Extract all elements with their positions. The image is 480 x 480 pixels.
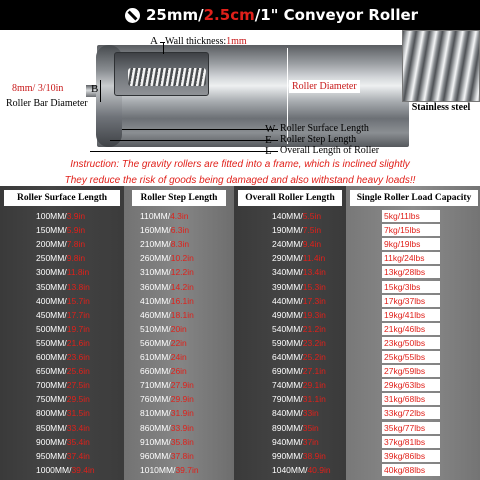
mm-value: 440MM/ — [272, 295, 303, 306]
step-row — [140, 378, 194, 392]
inch-value: 31.5in — [66, 408, 90, 419]
mm-value: 590MM/ — [272, 337, 303, 348]
load-capacity-row: 5kg/11lbs — [382, 210, 440, 222]
mm-value: 860MM/ — [140, 422, 171, 433]
inch-value: 23.6in — [66, 352, 90, 362]
mm-value: 810MM/ — [140, 408, 171, 419]
mm-value: 450MM/ — [36, 309, 67, 320]
mm-value: 400MM/ — [36, 295, 67, 306]
surface-row — [36, 209, 85, 223]
surface-row — [36, 463, 95, 477]
load-capacity-row: 13kg/28lbs — [382, 266, 440, 278]
step-row — [140, 322, 187, 336]
mm-value: 760MM/ — [140, 394, 171, 405]
mm-value: 160MM/ — [140, 225, 171, 236]
instruction-line-1: Instruction: The gravity rollers are fitted into a frame, which is inclined slightly — [70, 159, 410, 170]
mm-value: 750MM/ — [36, 394, 67, 405]
inch-value: 15.3in — [302, 281, 326, 292]
page-title: 25mm/2.5cm/1" Conveyor Roller — [146, 6, 419, 24]
mm-value: 990MM/ — [272, 450, 303, 461]
stainless-steel-photo — [402, 30, 480, 102]
step-length-header: Roller Step Length — [132, 190, 226, 206]
mm-value: 100MM/ — [36, 211, 67, 221]
surface-length-header: Roller Surface Length — [4, 190, 120, 206]
mm-value: 710MM/ — [140, 380, 171, 391]
overall-row — [272, 322, 326, 336]
dimension-mark-w: W — [265, 123, 276, 135]
mm-value: 790MM/ — [272, 394, 303, 405]
mm-value: 110MM/ — [140, 211, 171, 221]
step-length-column — [124, 186, 234, 480]
load-capacity-row: 37kg/81lbs — [382, 436, 440, 448]
overall-row — [272, 251, 325, 265]
inch-value: 27.5in — [66, 380, 90, 391]
inch-value: 39.7in — [175, 464, 199, 475]
mm-value: 890MM/ — [272, 422, 303, 433]
step-row — [140, 265, 194, 279]
load-capacity-row: 17kg/37lbs — [382, 295, 440, 307]
inch-value: 25.6in — [66, 366, 90, 377]
overall-length-column — [234, 186, 346, 480]
inch-value: 3.9in — [66, 211, 86, 221]
mm-value: 600MM/ — [36, 352, 67, 362]
mm-value: 460MM/ — [140, 309, 171, 320]
surface-row — [36, 265, 89, 279]
step-row — [140, 237, 189, 251]
title-banner — [0, 0, 480, 30]
inch-value: 33in — [302, 408, 319, 419]
inch-value: 29.5in — [66, 394, 90, 405]
inch-value: 5.5in — [302, 211, 322, 221]
inch-value: 29.9in — [170, 394, 194, 405]
inch-value: 17.7in — [66, 309, 90, 320]
surface-length-column — [0, 186, 124, 480]
step-row — [140, 392, 194, 406]
inch-value: 35in — [302, 422, 319, 433]
inch-value: 6.3in — [170, 225, 190, 236]
surface-row — [36, 237, 85, 251]
inch-value: 21.6in — [66, 337, 90, 348]
mm-value: 700MM/ — [36, 380, 67, 391]
mm-value: 840MM/ — [272, 408, 303, 419]
surface-row — [36, 294, 90, 308]
mm-value: 640MM/ — [272, 352, 303, 362]
size-table — [0, 186, 480, 480]
load-capacity-row: 27kg/59lbs — [382, 365, 440, 377]
mm-value: 660MM/ — [140, 366, 171, 377]
wall-thickness-label: Wall thickness:1mm — [165, 36, 247, 47]
mm-value: 510MM/ — [140, 323, 171, 334]
mm-value: 260MM/ — [140, 253, 171, 264]
overall-length-label: Overall Length of Roller — [280, 145, 380, 156]
load-capacity-row: 39kg/86lbs — [382, 450, 440, 462]
inch-value: 7.5in — [302, 225, 322, 236]
step-row — [140, 280, 194, 294]
overall-row — [272, 378, 326, 392]
overall-length-line — [90, 151, 278, 152]
mm-value: 560MM/ — [140, 337, 171, 348]
inch-value: 10.2in — [170, 253, 194, 264]
surface-row — [36, 449, 90, 463]
inch-value: 13.8in — [66, 281, 90, 292]
surface-length-label: Roller Surface Length — [280, 123, 369, 134]
mm-value: 1000MM/ — [36, 464, 72, 475]
surface-row — [36, 421, 90, 435]
step-length-label: Roller Step Length — [280, 134, 357, 145]
mm-value: 690MM/ — [272, 366, 303, 377]
mm-value: 900MM/ — [36, 436, 67, 447]
mm-value: 960MM/ — [140, 450, 171, 461]
mm-value: 300MM/ — [36, 267, 67, 278]
inch-value: 27.1in — [302, 366, 326, 377]
mm-value: 490MM/ — [272, 309, 303, 320]
inch-value: 7.8in — [66, 239, 86, 250]
overall-row — [272, 223, 321, 237]
surface-row — [36, 308, 90, 322]
bar-dimension-line — [100, 80, 101, 102]
dimension-mark-a: A — [150, 35, 158, 47]
dimension-mark-e: E — [265, 134, 272, 146]
step-row — [140, 308, 194, 322]
inch-value: 20in — [170, 323, 187, 334]
inch-value: 13.4in — [302, 267, 326, 278]
inch-value: 33.9in — [170, 422, 194, 433]
load-capacity-header: Single Roller Load Capacity — [350, 190, 478, 206]
overall-row — [272, 392, 326, 406]
overall-row — [272, 280, 326, 294]
surface-row — [36, 406, 90, 420]
mm-value: 340MM/ — [272, 267, 303, 278]
inch-value: 9.8in — [66, 253, 86, 264]
mm-value: 910MM/ — [140, 436, 171, 447]
mm-value: 1010MM/ — [140, 464, 176, 475]
load-capacity-row: 9kg/19lbs — [382, 238, 440, 250]
mm-value: 610MM/ — [140, 352, 171, 362]
mm-value: 360MM/ — [140, 281, 171, 292]
roller-spring — [128, 68, 206, 86]
inch-value: 31.9in — [170, 408, 194, 419]
surface-row — [36, 280, 90, 294]
overall-length-header: Overall Roller Length — [238, 190, 342, 206]
inch-value: 9.4in — [302, 239, 322, 250]
inch-value: 35.4in — [66, 436, 90, 447]
inch-value: 24in — [170, 352, 187, 362]
roller-diagram — [0, 30, 480, 157]
mm-value: 150MM/ — [36, 225, 67, 236]
mm-value: 190MM/ — [272, 225, 303, 236]
step-row — [140, 294, 194, 308]
step-row — [140, 421, 194, 435]
load-capacity-row: 35kg/77lbs — [382, 422, 440, 434]
mm-value: 410MM/ — [140, 295, 171, 306]
step-row — [140, 223, 189, 237]
mm-value: 800MM/ — [36, 408, 67, 419]
surface-row — [36, 322, 90, 336]
mm-value: 210MM/ — [140, 239, 171, 250]
inch-value: 11.8in — [66, 267, 90, 278]
mm-value: 200MM/ — [36, 239, 67, 250]
stainless-steel-label: Stainless steel — [411, 102, 471, 113]
overall-row — [272, 463, 331, 477]
inch-value: 19.7in — [66, 323, 90, 334]
inch-value: 23.2in — [302, 337, 326, 348]
inch-value: 12.2in — [170, 267, 194, 278]
surface-row — [36, 392, 90, 406]
step-row — [140, 336, 187, 350]
inch-value: 33.4in — [66, 422, 90, 433]
surface-length-line — [122, 129, 278, 130]
overall-row — [272, 406, 319, 420]
mm-value: 650MM/ — [36, 366, 67, 377]
inch-value: 4.3in — [170, 211, 189, 221]
inch-value: 31.1in — [302, 394, 326, 405]
overall-row — [272, 421, 319, 435]
surface-row — [36, 435, 90, 449]
inch-value: 19.3in — [302, 309, 326, 320]
mm-value: 240MM/ — [272, 239, 303, 250]
inch-value: 16.1in — [170, 295, 194, 306]
overall-row — [272, 435, 319, 449]
step-row — [140, 350, 187, 364]
surface-row — [36, 378, 90, 392]
surface-row — [36, 251, 85, 265]
overall-row — [272, 265, 326, 279]
inch-value: 26in — [170, 366, 187, 377]
step-row — [140, 364, 187, 378]
overall-row — [272, 336, 326, 350]
mm-value: 500MM/ — [36, 323, 67, 334]
load-capacity-row: 11kg/24lbs — [382, 252, 440, 264]
mm-value: 740MM/ — [272, 380, 303, 391]
inch-value: 27.9in — [170, 380, 194, 391]
inch-value: 22in — [170, 337, 187, 348]
load-capacity-row: 15kg/3lbs — [382, 281, 440, 293]
surface-row — [36, 350, 90, 364]
wall-tick-line — [163, 42, 164, 54]
step-row — [140, 406, 194, 420]
inch-value: 40.9in — [307, 464, 331, 475]
inch-value: 17.3in — [302, 295, 326, 306]
mm-value: 350MM/ — [36, 281, 67, 292]
inch-value: 38.9in — [302, 450, 326, 461]
step-row — [140, 435, 194, 449]
load-capacity-row: 21kg/46lbs — [382, 323, 440, 335]
overall-row — [272, 350, 326, 364]
inch-value: 37.8in — [170, 450, 194, 461]
mm-value: 1040MM/ — [272, 464, 308, 475]
inch-value: 14.2in — [170, 281, 194, 292]
inch-value: 21.2in — [302, 323, 326, 334]
inch-value: 29.1in — [302, 380, 326, 391]
mm-value: 390MM/ — [272, 281, 303, 292]
inch-value: 37.4in — [66, 450, 90, 461]
bar-size-value: 8mm/ 3/10in — [12, 83, 64, 94]
inch-value: 11.4in — [302, 253, 326, 264]
roller-diameter-label: Roller Diameter — [289, 80, 360, 93]
surface-row — [36, 364, 90, 378]
inch-value: 8.3in — [170, 239, 190, 250]
inch-value: 35.8in — [170, 436, 194, 447]
step-row — [140, 209, 189, 223]
load-capacity-row: 33kg/72lbs — [382, 407, 440, 419]
inch-value: 15.7in — [66, 295, 90, 306]
step-row — [140, 463, 199, 477]
step-row — [140, 251, 194, 265]
overall-row — [272, 237, 321, 251]
mm-value: 140MM/ — [272, 211, 303, 221]
load-capacity-row: 25kg/55lbs — [382, 351, 440, 363]
mm-value: 250MM/ — [36, 253, 67, 264]
surface-row — [36, 223, 85, 237]
overall-row — [272, 308, 326, 322]
load-capacity-row: 40kg/88lbs — [382, 464, 440, 476]
load-capacity-row: 7kg/15lbs — [382, 224, 440, 236]
mm-value: 950MM/ — [36, 450, 67, 461]
no-symbol-icon — [125, 8, 140, 23]
dimension-mark-l: L — [265, 145, 272, 157]
dimension-mark-b: B — [91, 83, 99, 95]
bar-diameter-label: Roller Bar Diameter — [6, 98, 88, 109]
mm-value: 550MM/ — [36, 337, 67, 348]
load-capacity-row: 23kg/50lbs — [382, 337, 440, 349]
surface-row — [36, 336, 90, 350]
instruction-line-2: They reduce the risk of goods being damaged and also withstand heavy loads!! — [64, 175, 416, 186]
inch-value: 25.2in — [302, 352, 326, 362]
mm-value: 850MM/ — [36, 422, 67, 433]
inch-value: 18.1in — [170, 309, 194, 320]
step-length-line — [110, 140, 278, 141]
mm-value: 310MM/ — [140, 267, 171, 278]
mm-value: 290MM/ — [272, 253, 303, 264]
step-row — [140, 449, 194, 463]
inch-value: 37in — [302, 436, 319, 447]
overall-row — [272, 449, 326, 463]
load-capacity-column — [346, 186, 480, 480]
overall-row — [272, 209, 321, 223]
mm-value: 940MM/ — [272, 436, 303, 447]
load-capacity-row: 31kg/68lbs — [382, 393, 440, 405]
mm-value: 540MM/ — [272, 323, 303, 334]
load-capacity-row: 29kg/63lbs — [382, 379, 440, 391]
inch-value: 5.9in — [66, 225, 86, 236]
inch-value: 39.4in — [71, 464, 95, 475]
load-capacity-row: 19kg/41lbs — [382, 309, 440, 321]
overall-row — [272, 364, 326, 378]
overall-row — [272, 294, 326, 308]
